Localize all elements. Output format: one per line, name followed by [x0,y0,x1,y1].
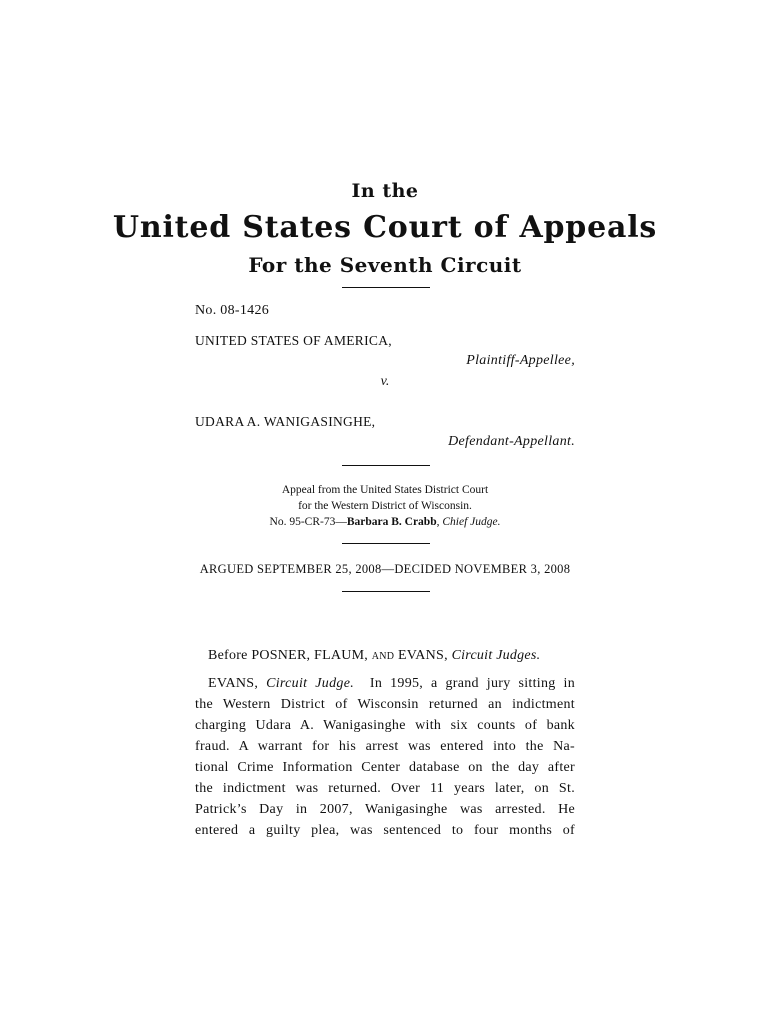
appeal-line-2: for the Western District of Wisconsin. [298,500,472,512]
divider-rule [342,287,430,288]
circuit-name: For the Seventh Circuit [248,253,522,277]
defendant-role: Defendant-Appellant. [448,434,575,449]
opinion-line: the indictment was returned. Over 11 years later, on St. [195,781,575,796]
versus-label: v. [380,374,390,389]
opinion-line: fraud. A warrant for his arrest was entered into the Na- [195,739,575,754]
court-heading-in-the: In the [351,180,419,202]
before-prefix: Before [208,648,252,663]
district-judge-name: Barbara B. Crabb [346,516,437,528]
opinion-author-title: Circuit Judge. [266,676,355,691]
appeal-line-3 [0,514,770,531]
appeal-line-1: Appeal from the United States District Court [281,484,489,496]
panel-title: Circuit Judges. [451,648,541,663]
panel-judges: POSNER, FLAUM, and EVANS, [251,648,452,663]
opinion-author: EVANS, [208,676,267,691]
opinion-line: the Western District of Wisconsin returned an indictment [195,697,575,712]
opinion-line: Patrick’s Day in 2007, Wanigasinghe was arrested. He [195,802,575,817]
court-name: United States Court of Appeals [112,210,658,245]
defendant-name: UDARA A. WANIGASINGHE, [195,414,376,429]
opinion-line: entered a guilty plea, was sentenced to four months of [195,823,575,838]
opinion-line: charging Udara A. Wanigasinghe with six counts of bank [195,718,575,733]
divider-rule [342,543,430,544]
opinion-text: In 1995, a grand jury sitting in [369,676,576,691]
plaintiff-name: UNITED STATES OF AMERICA, [195,333,392,348]
district-case-number: No. 95-CR-73— [269,516,347,528]
district-judge-title: Chief Judge. [442,516,501,528]
divider-rule [342,465,430,466]
case-number: No. 08-1426 [195,303,270,318]
opinion-line [208,676,575,692]
panel-line [208,648,588,664]
argued-decided-dates: ARGUED SEPTEMBER 25, 2008—DECIDED NOVEMBER 3, 2008 [199,562,571,576]
divider-rule [342,591,430,592]
plaintiff-role: Plaintiff-Appellee, [466,353,575,368]
judge-separator: , [436,516,443,528]
opinion-line: tional Crime Information Center database on the day after [195,760,575,775]
